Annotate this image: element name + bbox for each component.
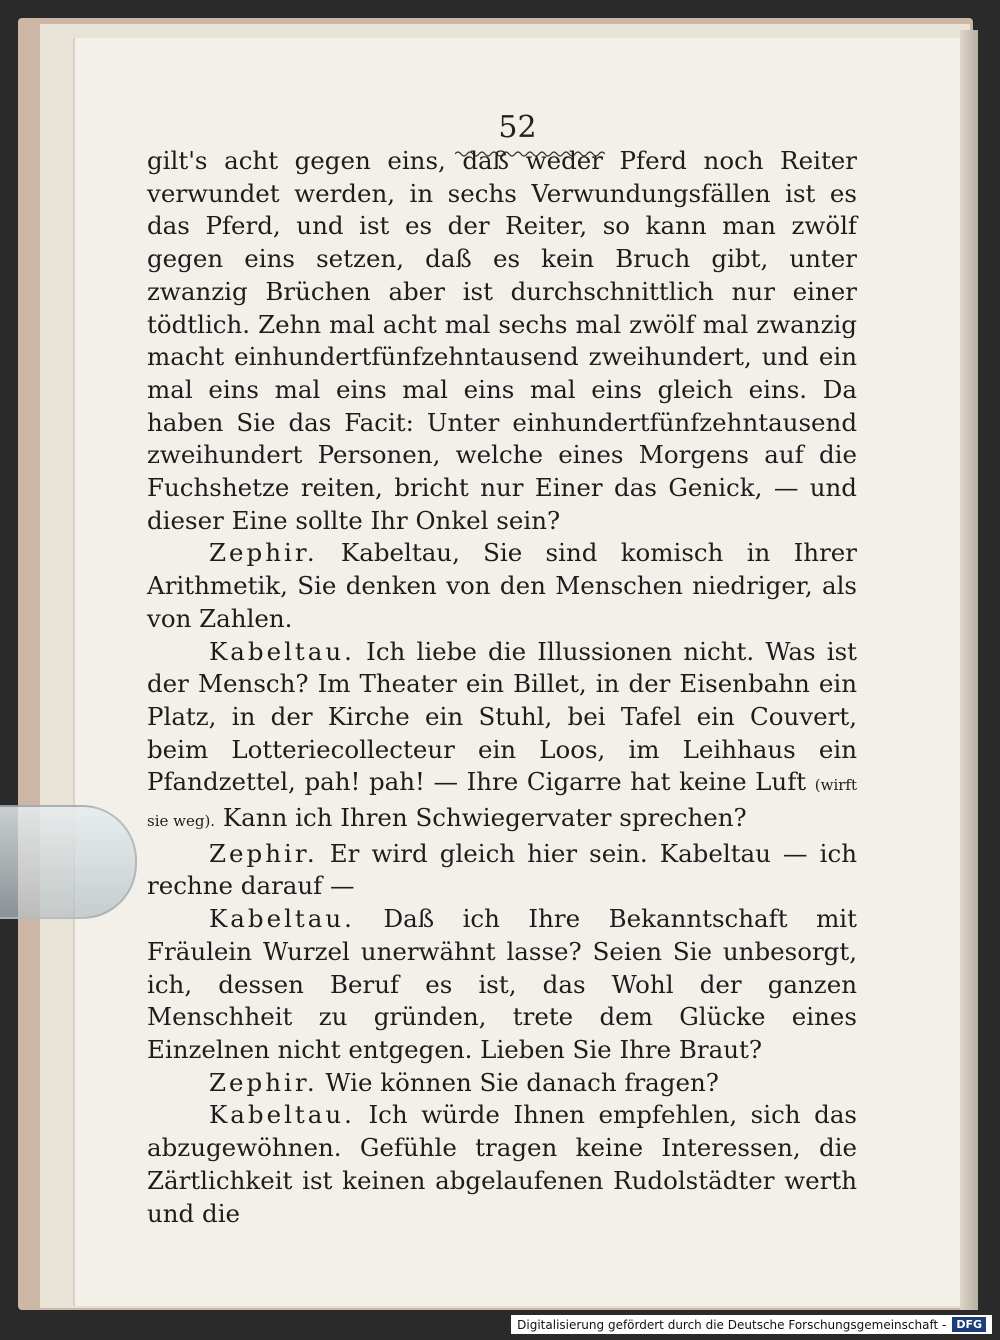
page-number: 52: [498, 110, 537, 145]
paragraph: [147, 1099, 857, 1230]
paragraph: [147, 1067, 857, 1100]
paragraph-text: Ich liebe die Illussionen nicht. Was ist der Mensch? Im Theater ein Billet, in der Eisenbahn ein Platz, in der Kirche ein Stuhl, bei Tafel ein Couvert, beim Lotteriecollecteur ein Loos, im Leihhaus ein Pfandzettel, pah! pah! — Ihre Cigarre hat keine Luft: [147, 636, 857, 797]
paragraph: [147, 636, 857, 838]
paragraph-text: Kabeltau, Sie sind komisch in Ihrer Arithmetik, Sie denken von den Menschen niedriger, als von Zahlen.: [147, 538, 857, 633]
paragraph: [147, 903, 857, 1067]
footer-credit-text: Digitalisierung gefördert durch die Deutsche Forschungsgemeinschaft -: [517, 1317, 947, 1332]
next-page-edge: [960, 30, 978, 1310]
paragraph-text: Wie können Sie danach fragen?: [317, 1067, 719, 1097]
dfg-logo: DFG: [952, 1317, 986, 1332]
speaker-name: Zephir.: [209, 538, 318, 568]
page-clip: [0, 805, 137, 919]
speaker-name: Zephir.: [209, 838, 318, 868]
paragraph: [147, 537, 857, 635]
speaker-name: Kabeltau.: [209, 636, 355, 666]
paragraph-text: Er wird gleich hier sein. Kabeltau — ich rechne darauf —: [147, 838, 857, 901]
body-text: [147, 145, 857, 1230]
stage-direction: (wirft sie weg).: [147, 776, 857, 831]
speaker-name: Kabeltau.: [209, 904, 355, 934]
paragraph-text: gilt's acht gegen eins, daß weder Pferd noch Reiter verwundet werden, in sechs Verwundungsfällen ist es das Pferd, und ist es der Reiter, so kann man zwölf gegen eins setzen, daß es kein Bruch gibt, unter zwanzig Brüchen aber ist durchschnittlich nur einer tödtlich. Zehn mal acht mal sechs mal zwölf mal zwanzig macht einhundertfünfzehntausend zweihundert, und ein mal eins mal eins mal eins mal eins gleich eins. Da haben Sie das Facit: Unter einhundertfünfzehntausend zweihundert Personen, welche eines Morgens auf die Fuchshetze reiten, bricht nur Einer das Genick, — und dieser Eine sollte Ihr Onkel sein?: [147, 146, 857, 535]
paragraph-text: Ich würde Ihnen empfehlen, sich das abzugewöhnen. Gefühle tragen keine Interessen, die Zärtlichkeit ist keinen abgelaufenen Rudolstädter werth und die: [147, 1100, 857, 1228]
speaker-name: Zephir.: [209, 1067, 318, 1097]
speaker-name: Kabeltau.: [209, 1100, 355, 1130]
paragraph: [147, 838, 857, 903]
footer-credit: [511, 1315, 992, 1334]
paragraph: [147, 145, 857, 537]
paragraph-text: Kann ich Ihren Schwiegervater sprechen?: [215, 803, 747, 833]
paragraph-text: Daß ich Ihre Bekanntschaft mit Fräulein Wurzel unerwähnt lasse? Seien Sie unbesorgt, ich, dessen Beruf es ist, das Wohl der ganzen Menschheit zu gründen, trete dem Glücke eines Einzelnen nicht entgegen. Lieben Sie Ihre Braut?: [147, 904, 857, 1064]
